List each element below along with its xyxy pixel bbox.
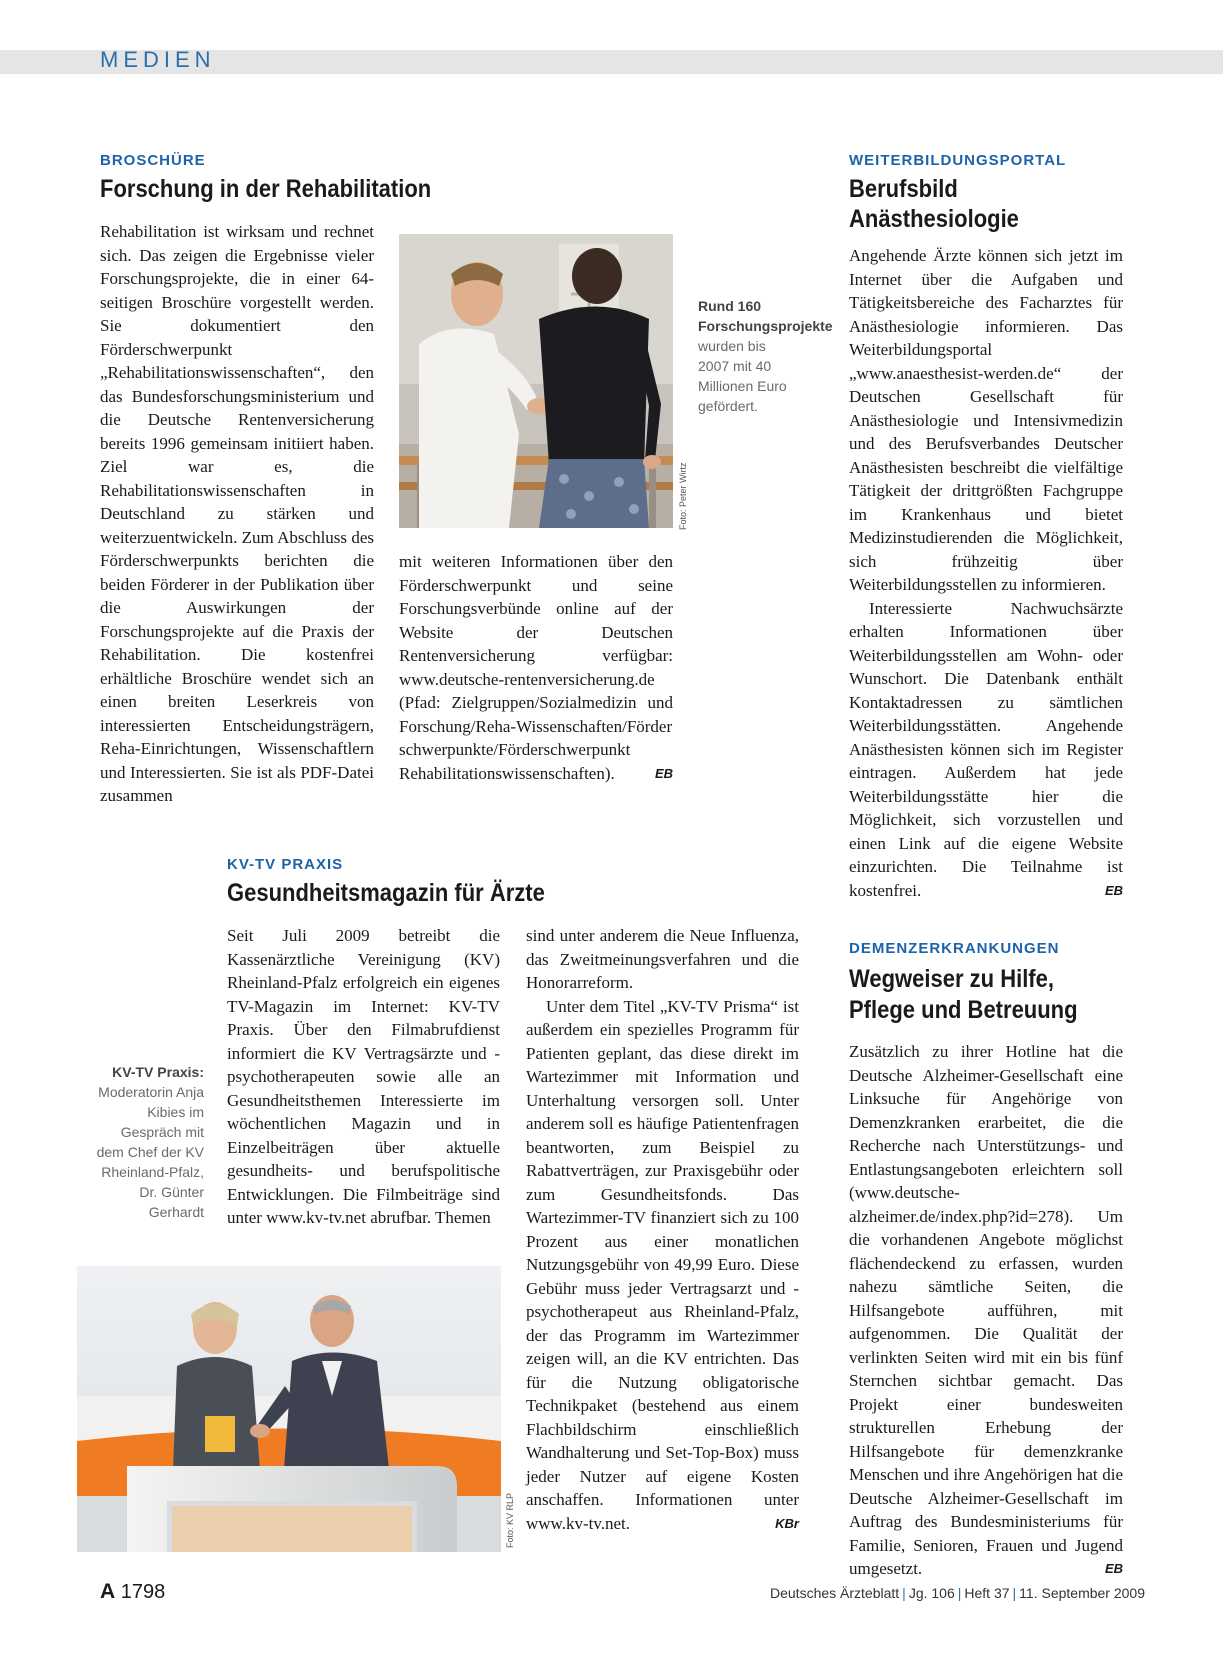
article4-kicker: DEMENZERKRANKUNGEN — [849, 940, 1060, 957]
article3-title: Gesundheitsmagazin für Ärzte — [227, 879, 545, 907]
article1-caption — [698, 296, 833, 416]
journal-issue: Heft 37 — [964, 1585, 1010, 1601]
article1-caption-text: wurden bis 2007 mit 40 Millionen Euro gefördert. — [698, 338, 787, 414]
article4-title-line2: Pflege und Betreuung — [849, 996, 1078, 1024]
page-number — [100, 1580, 165, 1604]
article4-author: EB — [1104, 1561, 1123, 1576]
article2-title-line2: Anästhesiologie — [849, 205, 1019, 233]
article1-body-col1: Rehabilitation ist wirksam und rechnet sich. Das zeigen die Ergebnisse vieler Forschungsprojekte, die in einer 64-seitigen Broschüre vorgestellt werden. Sie dokumentiert den Förderschwerpunkt „Rehabilitationswissenschaften“, den das Bundesforschungsministerium und die Deutsche Rentenversicherung bereits 1996 gemeinsam initiiert haben. Ziel war es, die Rehabilitationswissenschaften in Deutschland zu stärken und weiterzuentwickeln. Zum Abschluss des Förderschwerpunkts berichten die beiden Förderer in der Publikation über die Auswirkungen der Forschungsprojekte auf die Praxis der Rehabilitation. Die kostenfrei erhältliche Broschüre wendet sich an einen breiten Leserkreis von interessierten Entscheidungsträgern, Reha-Einrichtungen, Wissenschaftlern und Interessierten. Sie ist als PDF-Datei zusammen — [100, 222, 374, 805]
article1-column-1 — [100, 220, 374, 808]
section-label: MEDIEN — [100, 47, 216, 72]
article3-body-col1: Seit Juli 2009 betreibt die Kassenärztliche Vereinigung (KV) Rheinland-Pfalz erfolgreich ein eigenes TV-Magazin im Internet: KV-TV Praxis. Über den Filmabrufdienst informiert die KV Vertragsärzte und -psychotherapeuten sowie alle an Gesundheitsthemen Interessierte im wöchentlichen Magazin und in Einzelbeiträgen über aktuelle gesundheits- und berufspolitische Entwicklungen. Die Filmbeiträge sind unter www.kv-tv.net abrufbar. Themen — [227, 926, 500, 1227]
article3-column-2 — [526, 924, 799, 1535]
article3-body-col2-para2: Unter dem Titel „KV-TV Prisma“ ist außerdem ein spezielles Programm für Patienten geplant, das diese direkt im Wartezimmer mit Information und Unterhaltung versorgen soll. Unter anderem soll es häufige Patientenfragen beantworten, zum Beispiel zu Rabattverträgen, zur Praxisgebühr oder zum Gesundheitsfonds. Das Wartezimmer-TV finanziert sich zu 100 Prozent aus einer monatlichen Nutzungsgebühr von 49,99 Euro. Diese Gebühr muss jeder Vertragsarzt und -psychotherapeut aus Rheinland-Pfalz, der das Programm im Wartezimmer zeigen will, an die KV entrichten. Das für die Nutzung obligatorische Technikpaket (bestehend aus einem Flachbildschirm einschließlich Wandhalterung und Set-Top-Box) muss jeder Nutzer auf eigene Kosten anschaffen. Informationen unter www.kv-tv.net. — [526, 996, 799, 1533]
article3-kicker: KV-TV PRAXIS — [227, 856, 344, 873]
kvtv-photo — [77, 1266, 501, 1552]
article1-kicker: BROSCHÜRE — [100, 152, 206, 169]
article3-body-col2-para1: sind unter anderem die Neue Influenza, das Zweitmeinungsverfahren und die Honorarreform. — [526, 926, 799, 992]
page-number-value: 1798 — [120, 1581, 166, 1603]
article4-body-text: Zusätzlich zu ihrer Hotline hat die Deutsche Alzheimer-Gesellschaft eine Linksuche für Angehörige von Demenzkranken erarbeitet, die die Recherche nach Unterstützungs- und Entlastungsangeboten erleichtern soll (www.deutsche-alzheimer.de/index.php?id=278). Um die vorhandenen Angebote möglichst flächendeckend zu erfassen, wurden nahezu sämtliche Seiten, die Hilfsangebote aufführen, mit aufgenommen. Die Qualität der verlinkten Seiten wird mit ein bis fünf Sternchen sichtbar gemacht. Das Projekt einer bundesweiten strukturellen Erhebung der Hilfsangebote für demenzkranke Menschen und ihre Angehörigen hat die Deutsche Alzheimer-Gesellschaft im Auftrag des Bundesministeriums für Familie, Senioren, Frauen und Jugend umgesetzt. — [849, 1042, 1123, 1578]
journal-date: 11. September 2009 — [1019, 1585, 1146, 1601]
article3-caption-text: Moderatorin Anja Kibies im Gespräch mit dem Chef der KV Rheinland-Pfalz, Dr. Günter Gerhardt — [96, 1084, 204, 1220]
article1-title: Forschung in der Rehabilitation — [100, 175, 432, 203]
article2-author: EB — [1104, 882, 1123, 898]
article2-title-line1: Berufsbild — [849, 175, 958, 203]
article3-author: KBr — [775, 1515, 799, 1531]
article2-kicker: WEITERBILDUNGSPORTAL — [849, 152, 1067, 169]
journal-volume: Jg. 106 — [908, 1585, 955, 1601]
article4-title-line1: Wegweiser zu Hilfe, — [849, 965, 1054, 993]
article1-column-2 — [399, 550, 673, 785]
article2-para1: Angehende Ärzte können sich jetzt im Internet über die Aufgaben und Tätigkeitsbereiche des Facharztes für Anästhesiologie informieren. Das Weiterbildungsportal „www.anaesthesist-werden.de“ der Deutschen Gesellschaft für Anästhesiologie und Intensivmedizin und des Berufsverbandes Deutscher Anästhesisten beschreibt die vielfältige Tätigkeit der drittgrößten Fachgruppe im Krankenhaus und bietet Medizinstudierenden die Möglichkeit, sich frühzeitig über Weiterbildungsstellen zu informieren. — [849, 246, 1123, 594]
article2-para2: Interessierte Nachwuchsärzte erhalten Informationen über Weiterbildungsstellen am Wohn- oder Wunschort. Die Datenbank enthält Kontaktadressen zu sämtlichen Weiterbildungsstätten. Angehende Anästhesisten können sich im Register eintragen. Außerdem hat jede Weiterbildungsstätte hier die Möglichkeit, sich vorzustellen und einen Link auf die eigene Website einzurichten. Die Teilnahme ist kostenfrei. — [849, 598, 1123, 900]
rehab-photo — [399, 234, 673, 528]
article4-body — [849, 1040, 1123, 1581]
article3-column-1 — [227, 924, 500, 1230]
journal-name: Deutsches Ärzteblatt — [770, 1585, 900, 1601]
separator: | — [902, 1585, 906, 1601]
article3-caption — [90, 1062, 204, 1222]
article1-photo-credit: Foto: Peter Wirtz — [678, 462, 688, 530]
page-prefix: A — [100, 1580, 116, 1603]
article3-caption-bold: KV-TV Praxis: — [112, 1064, 204, 1080]
separator: | — [1012, 1585, 1017, 1601]
journal-info — [770, 1585, 1145, 1601]
article1-author: EB — [654, 765, 673, 781]
article1-body-col2: mit weiteren Informationen über den Förderschwerpunkt und seine Forschungsverbünde online auf der Website der Deutschen Rentenversicherung verfügbar: www.deutsche-rentenversicherung.de (Pfad: Zielgruppen/Sozialmedizin und Forschung/Reha-Wissenschaften/Förder schwerpunkte/Förderschwerpunkt Rehabilitationswissenschaften). — [399, 552, 673, 783]
separator: | — [957, 1585, 962, 1601]
article2-body — [849, 244, 1123, 902]
article3-photo-credit: Foto: KV RLP — [505, 1492, 515, 1548]
article1-caption-bold: Rund 160 Forschungsprojekte — [698, 298, 833, 334]
